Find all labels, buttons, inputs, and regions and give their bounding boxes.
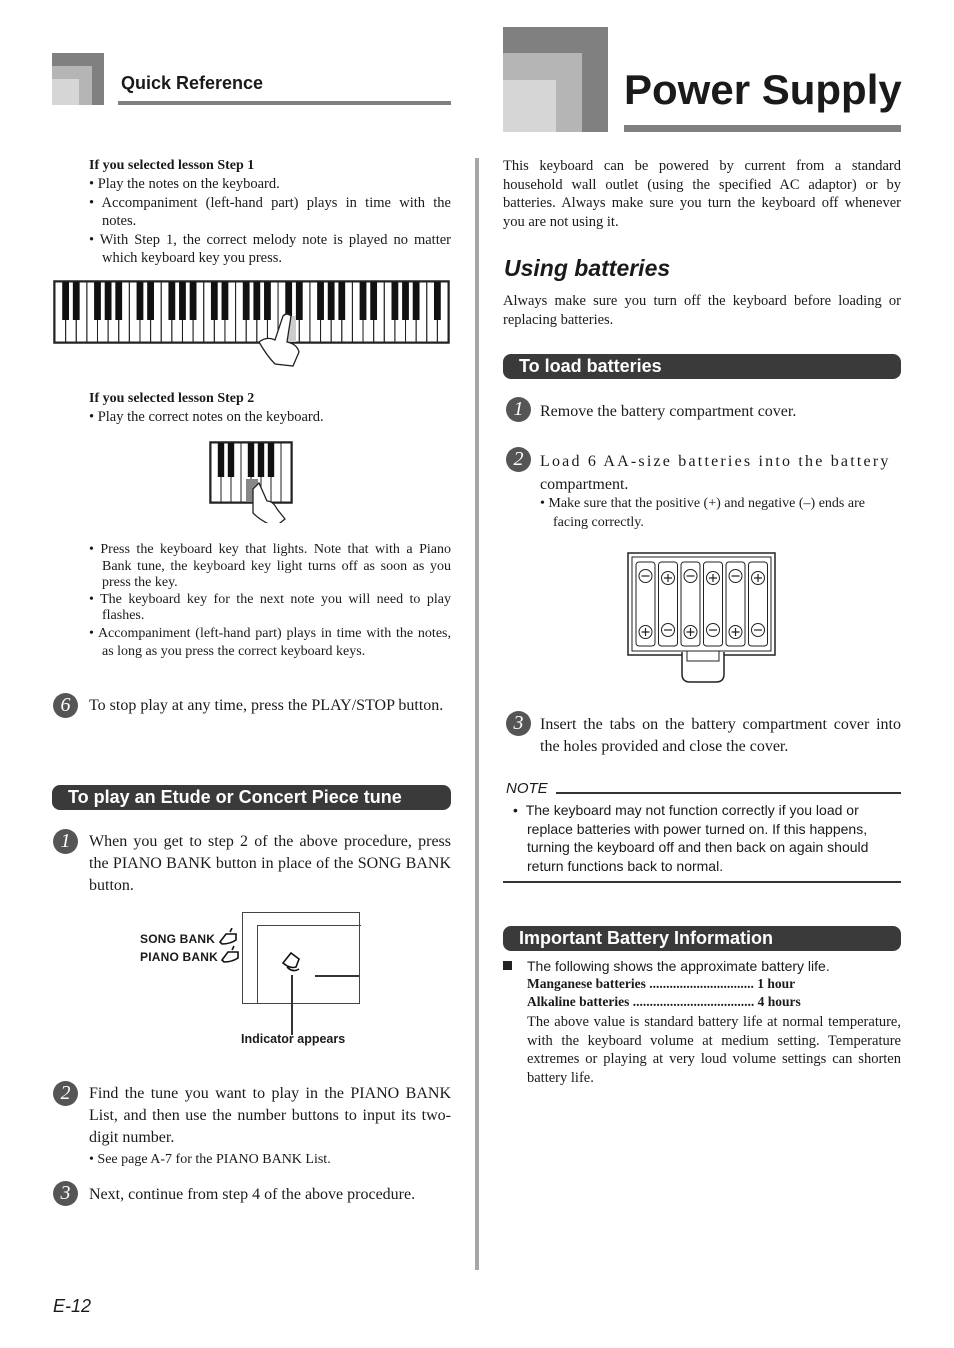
section-heading: Using batteries xyxy=(504,255,671,281)
music-note-icon xyxy=(216,928,240,970)
step-text: Insert the tabs on the battery compartment cover into the holes provided and close the cover. xyxy=(540,716,901,755)
black-key xyxy=(338,282,345,320)
note-rule xyxy=(503,881,901,883)
black-key xyxy=(211,282,218,320)
black-key xyxy=(179,282,186,320)
intro-paragraph: This keyboard can be powered by current from a standard household wall outlet (using the specified AC adaptor) or by batteries. Always make sure you turn the keyboard off whenever you are not using it. xyxy=(503,158,901,230)
step2-bullets xyxy=(89,542,451,662)
song-bank-label: SONG BANK xyxy=(140,932,216,946)
section-header: Quick Reference xyxy=(121,73,264,93)
black-key xyxy=(168,282,175,320)
battery-intro: The following shows the approximate battery life. xyxy=(527,958,830,974)
keyboard-lit-key-illustration xyxy=(209,441,294,523)
title-rule xyxy=(624,125,901,132)
step-text: When you get to step 2 of the above procedure, press the PIANO BANK button in place of the SONG BANK button. xyxy=(89,833,451,894)
keyboard-illustration xyxy=(53,280,451,372)
list-item: • With Step 1, the correct melody note is played no matter which keyboard key you press. xyxy=(89,231,451,266)
step-text: Remove the battery compartment cover. xyxy=(540,403,797,420)
black-key xyxy=(190,282,197,320)
step-number: 6 xyxy=(53,693,78,718)
black-key xyxy=(248,443,254,477)
note-text: • The keyboard may not function correctly if you load or replace batteries with power turned on. If this happens, turning the keyboard off and then back on again should return functions back to normal. xyxy=(513,802,869,874)
step-subnote: • Make sure that the positive (+) and negative (–) ends are facing correctly. xyxy=(540,496,865,530)
black-key xyxy=(228,443,234,477)
black-key xyxy=(413,282,420,320)
black-key xyxy=(73,282,80,320)
lcd-display xyxy=(242,912,360,1004)
black-key xyxy=(370,282,377,320)
section-heading: To load batteries xyxy=(503,354,901,379)
list-item: • The keyboard key for the next note you will need to play flashes. xyxy=(89,591,451,623)
section-heading: To play an Etude or Concert Piece tune xyxy=(52,785,451,810)
step-number: 3 xyxy=(506,711,531,736)
black-key xyxy=(317,282,324,320)
black-key xyxy=(402,282,409,320)
step-number: 2 xyxy=(53,1081,78,1106)
page-title: Power Supply xyxy=(624,66,902,113)
black-key xyxy=(222,282,229,320)
battery-paragraph: The above value is standard battery life at normal temperature, with the keyboard volume at medium setting. Temperature extremes or playing at very loud volume settings can shorten battery life. xyxy=(527,1014,901,1086)
note-rule xyxy=(556,792,901,794)
piano-bank-indicator-icon xyxy=(281,951,303,975)
black-key xyxy=(360,282,367,320)
indicator-caption: Indicator appears xyxy=(241,1032,346,1046)
step2-title: If you selected lesson Step 2 xyxy=(89,391,255,406)
step-subnote: • See page A-7 for the PIANO BANK List. xyxy=(89,1152,331,1167)
black-key xyxy=(147,282,154,320)
black-key xyxy=(115,282,122,320)
black-key xyxy=(328,282,335,320)
step1-title: If you selected lesson Step 1 xyxy=(89,158,255,173)
black-key xyxy=(94,282,101,320)
section-heading: Important Battery Information xyxy=(503,926,901,951)
black-key xyxy=(264,282,271,320)
black-key xyxy=(434,282,441,320)
step-text: Find the tune you want to play in the PIANO BANK List, and then use the number buttons to input its two-digit number. xyxy=(89,1085,451,1146)
step-number: 2 xyxy=(506,447,531,472)
title-decoration xyxy=(503,80,556,132)
black-key xyxy=(391,282,398,320)
step-number: 1 xyxy=(506,397,531,422)
list-item: • Play the notes on the keyboard. xyxy=(89,176,280,192)
black-key xyxy=(253,282,260,320)
black-key xyxy=(243,282,250,320)
bullet-square-icon xyxy=(503,961,512,970)
piano-bank-label: PIANO BANK xyxy=(140,950,219,964)
display-illustration xyxy=(140,910,362,1046)
header-rule xyxy=(118,101,451,105)
page-number: E-12 xyxy=(53,1296,92,1316)
step-text: Load 6 AA-size batteries into the battery compartment. xyxy=(540,453,891,493)
black-key xyxy=(62,282,69,320)
black-key xyxy=(218,443,224,477)
list-item: • Accompaniment (left-hand part) plays in time with the notes, as long as you press the correct keyboard keys. xyxy=(89,625,451,659)
step-text: To stop play at any time, press the PLAY/STOP button. xyxy=(89,697,444,714)
black-key xyxy=(258,443,264,477)
step-number: 1 xyxy=(53,829,78,854)
black-key xyxy=(296,282,303,320)
battery-compartment-illustration xyxy=(627,552,777,686)
black-key xyxy=(105,282,112,320)
manganese-life: Manganese batteries ............................... 1 hour xyxy=(527,976,796,991)
header-decoration xyxy=(52,79,79,105)
list-item: • Accompaniment (left-hand part) plays in time with the notes. xyxy=(89,194,451,229)
list-item: • Play the correct notes on the keyboard. xyxy=(89,409,324,425)
black-key xyxy=(137,282,144,320)
step-text: Next, continue from step 4 of the above procedure. xyxy=(89,1186,416,1203)
column-divider xyxy=(475,158,479,1270)
black-key xyxy=(268,443,274,477)
alkaline-life: Alkaline batteries .................................... 4 hours xyxy=(527,994,801,1009)
list-item: • Press the keyboard key that lights. Note that with a Piano Bank tune, the keyboard key light turns off as soon as you press the key. xyxy=(89,542,451,590)
step1-bullets xyxy=(89,175,451,268)
paragraph: Always make sure you turn off the keyboard before loading or replacing batteries. xyxy=(503,293,901,328)
step-number: 3 xyxy=(53,1181,78,1206)
note-label: NOTE xyxy=(506,780,548,797)
